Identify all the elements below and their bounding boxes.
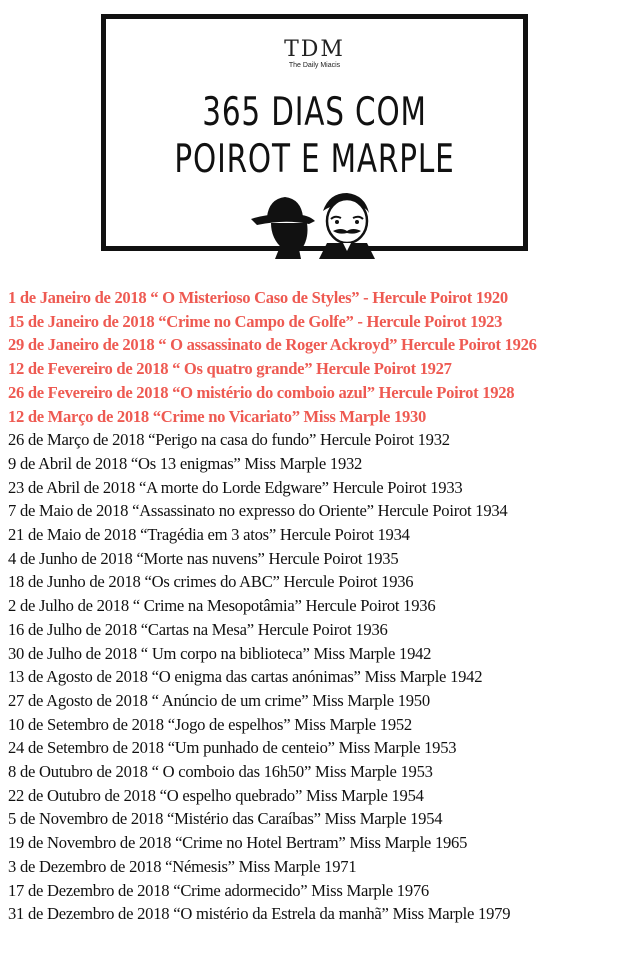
list-item: 15 de Janeiro de 2018 “Crime no Campo de Golfe” - Hercule Poirot 1923 (8, 311, 503, 331)
header-frame (101, 14, 528, 251)
logo (106, 39, 523, 71)
list-item: 13 de Agosto de 2018 “O enigma das cartas anónimas” Miss Marple 1942 (8, 667, 483, 687)
list-item: 1 de Janeiro de 2018 “ O Misterioso Caso de Styles” - Hercule Poirot 1920 (8, 288, 508, 307)
logo-subtitle: The Daily Miacis (288, 62, 341, 69)
title-line-1: 365 DIAS COM (202, 90, 427, 135)
list-item: 5 de Novembro de 2018 “Mistério das Caraíbas” Miss Marple 1954 (8, 809, 443, 829)
list-item: 18 de Junho de 2018 “Os crimes do ABC” Hercule Poirot 1936 (8, 572, 414, 592)
list-item: 23 de Abril de 2018 “A morte do Lorde Edgware” Hercule Poirot 1933 (8, 477, 463, 497)
list-item: 30 de Julho de 2018 “ Um corpo na biblioteca” Miss Marple 1942 (8, 643, 432, 663)
list-item: 8 de Outubro de 2018 “ O comboio das 16h50” Miss Marple 1953 (8, 762, 433, 782)
list-item: 9 de Abril de 2018 “Os 13 enigmas” Miss Marple 1932 (8, 453, 363, 473)
list-item: 12 de Fevereiro de 2018 “ Os quatro grande” Hercule Poirot 1927 (8, 359, 452, 379)
logo-mark: TDM (284, 37, 345, 62)
list-item: 16 de Julho de 2018 “Cartas na Mesa” Hercule Poirot 1936 (8, 619, 388, 639)
list-item: 2 de Julho de 2018 “ Crime na Mesopotâmia” Hercule Poirot 1936 (8, 596, 436, 616)
list-item: 26 de Fevereiro de 2018 “O mistério do comboio azul” Hercule Poirot 1928 (8, 382, 515, 402)
list-item: 12 de Março de 2018 “Crime no Vicariato” Miss Marple 1930 (8, 406, 426, 426)
list-item: 24 de Setembro de 2018 “Um punhado de centeio” Miss Marple 1953 (8, 738, 457, 758)
list-item: 26 de Março de 2018 “Perigo na casa do fundo” Hercule Poirot 1932 (8, 430, 450, 450)
poirot-marple-silhouettes-icon (249, 191, 381, 259)
list-item: 3 de Dezembro de 2018 “Némesis” Miss Marple 1971 (8, 856, 357, 876)
list-item: 19 de Novembro de 2018 “Crime no Hotel Bertram” Miss Marple 1965 (8, 833, 468, 853)
publication-schedule-list (8, 286, 636, 926)
list-item: 17 de Dezembro de 2018 “Crime adormecido” Miss Marple 1976 (8, 880, 429, 900)
list-item: 7 de Maio de 2018 “Assassinato no expresso do Oriente” Hercule Poirot 1934 (8, 501, 508, 521)
list-item: 10 de Setembro de 2018 “Jogo de espelhos” Miss Marple 1952 (8, 714, 412, 734)
list-item: 4 de Junho de 2018 “Morte nas nuvens” Hercule Poirot 1935 (8, 548, 399, 568)
page-title (139, 89, 489, 183)
list-item: 31 de Dezembro de 2018 “O mistério da Estrela da manhã” Miss Marple 1979 (8, 904, 511, 924)
list-item: 21 de Maio de 2018 “Tragédia em 3 atos” Hercule Poirot 1934 (8, 525, 410, 545)
title-line-2: POIROT E MARPLE (174, 137, 455, 182)
list-item: 27 de Agosto de 2018 “ Anúncio de um crime” Miss Marple 1950 (8, 690, 430, 710)
list-item: 22 de Outubro de 2018 “O espelho quebrado” Miss Marple 1954 (8, 785, 424, 805)
list-item: 29 de Janeiro de 2018 “ O assassinato de Roger Ackroyd” Hercule Poirot 1926 (8, 335, 537, 355)
